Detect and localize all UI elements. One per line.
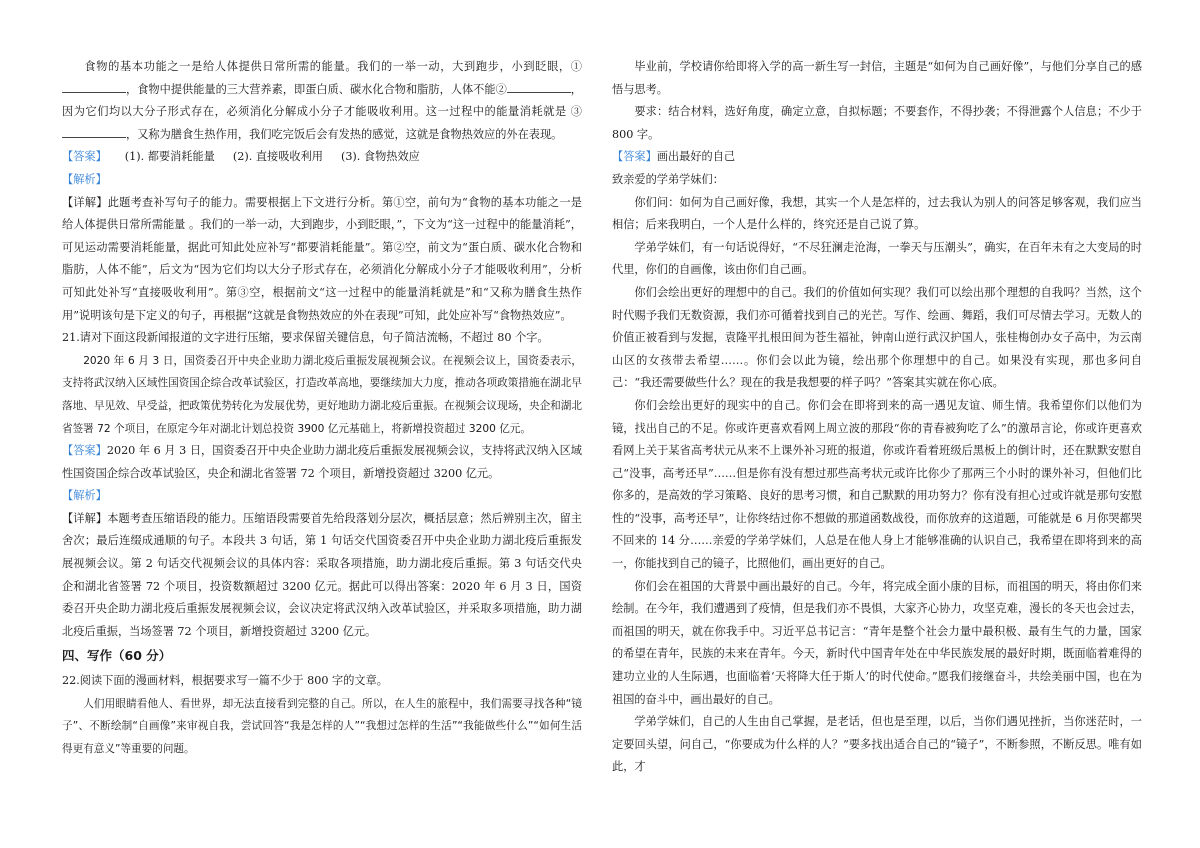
q22-text: 22.阅读下面的漫画材料，根据要求写一篇不少于 800 字的文章。: [62, 674, 388, 688]
left-column: [62, 56, 582, 760]
q21-detail: 【详解】本题考查压缩语段的能力。压缩语段需要首先给段落划分层次，概括层意；然后辨别主次，留主舍次；最后连缀成通顺的句子。本段共 3 句话，第 1 句话交代国资委召开中央企业助力湖北疫后重振发展视频会议。第 2 句话交代视频会议的具体内容：采取各项措施，助力湖北疫后重振。第 3 句话交代央企和湖北省签署 72 个项目，投资数额超过 3200 亿元。据此可以得出答案：2020 年 6 月 3 日，国资委召开央企助力湖北疫后重振发展视频会议，会议决定将武汉纳入改革试验区，并采取多项措施，助力湖北疫后重振，当场签署 72 个项目，新增投资超过 3200 亿元。: [62, 511, 582, 638]
essay-salutation: 致亲爱的学弟学妹们：: [612, 172, 724, 186]
essay-paragraph: 学弟学妹们，自己的人生由自己掌握，是老话，但也是至理，以后，当你们遇见挫折，当你迷茫时，一定要回头望，问自己，“你要成为什么样的人？”要多找出适合自己的“镜子”，不断参照，不断反思。唯有如此，才: [612, 715, 1142, 774]
q21-analysis-label: 【解析】: [62, 489, 107, 503]
q20-answer: 【答案】 (1). 都要消耗能量 (2). 直接吸收利用 (3). 食物热效应: [62, 150, 420, 164]
right-column: [612, 56, 1142, 779]
answer-blank-3[interactable]: [62, 124, 126, 138]
essay-paragraph: 你们问：如何为自己画好像，我想，其实一个人是怎样的，过去我认为别人的问答足够客观，我们应当相信；后来我明白，一个人是什么样的，终究还是自己说了算。: [612, 195, 1142, 232]
q21-answer: 【答案】2020 年 6 月 3 日，国资委召开中央企业助力湖北疫后重振发展视频会议，支持将武汉纳入区域性国资国企综合改革试验区，央企和湖北省签署 72 个项目，新增投资超过 3200 亿元。: [62, 444, 582, 480]
answer-blank-1[interactable]: [62, 79, 126, 93]
essay-paragraph: 你们会绘出更好的理想中的自己。我们的价值如何实现？我们可以绘出那个理想的自我吗？当然，这个时代赐予我们无数资源，我们亦可循着找到自己的光芒。写作、绘画、舞蹈，我们可尽情去学习。无数人的价值正被看到与发掘，袁隆平扎根田间为苍生福祉，钟南山逆行武汉护国人，张桂梅创办女子高中，为云南山区的女孩带去希望……。你们会以此为镜，绘出那个你理想中的自己。如果没有实现，那也多问自己：“我还需要做些什么？现在的我是我想要的样子吗？”答案其实就在你心底。: [612, 285, 1142, 390]
q22-task: 毕业前，学校请你给即将入学的高一新生写一封信，主题是“如何为自己画好像”，与他们分享自己的感悟与思考。: [612, 60, 1142, 96]
q20-paragraph: 食物的基本功能之一是给人体提供日常所需的能量。我们的一举一动，大到跑步，小到眨眼，①，食物中提供能量的三大营养素，即蛋白质、碳水化合物和脂肪，人体不能② ，因为它们均以大分子形式存在，必须消化分解成小分子才能吸收利用。这一过程中的能量消耗就是 ③，又称为膳食生热作用，我们吃完饭后会有发热的感觉，这就是食物热效应的外在表现。: [62, 60, 582, 141]
section-writing-title: 四、写作（60 分）: [62, 648, 172, 664]
answer-blank-2[interactable]: [507, 79, 571, 93]
q22-answer-title: 【答案】画出最好的自己: [612, 150, 736, 164]
essay-paragraph: 你们会绘出更好的现实中的自己。你们会在即将到来的高一遇见友谊、师生情。我希望你们以他们为镜，找出自己的不足。你或许更喜欢看网上周立波的那段“你的青春被狗吃了么”的激昂言论，你或许更喜欢看网上关于某省高考状元从来不上课外补习班的报道，你或许看着班级后黑板上的倒计时，还在默默安慰自己“没事，高考还早”……但是你有没有想过那些高考状元或许比你少了那两三个小时的课外补习，但他们比你多的，是高效的学习策略、良好的思考习惯，和自己默默的用功努力？你有没有担心过或许就是那句安慰性的“没事，高考还早”，让你终结过你不想做的那道函数战役，而你放弃的这道题，可能就是 6 月你哭都哭不回来的 14 分……亲爱的学弟学妹们，人总是在他人身上才能够准确的认识自己，我希望在即将到来的高一，你能找到自己的镜子，比照他们，画出更好的自己。: [612, 398, 1142, 571]
q22-quote: 人们用眼睛看他人、看世界，却无法直接看到完整的自己。所以，在人生的旅程中，我们需要寻找各种“镜子”、不断绘制“自画像”来审视自我，尝试回答“我是怎样的人”“我想过怎样的生活”“我能做些什么”“如何生活得更有意义”等重要的问题。: [62, 697, 582, 755]
q21-text: 21.请对下面这段新闻报道的文字进行压缩，要求保留关键信息，句子简洁流畅，不超过 80 个字。: [62, 331, 549, 345]
q20-analysis-label: 【解析】: [62, 172, 107, 186]
q22-requirements: 要求：结合材料，选好角度，确定立意，自拟标题；不要套作，不得抄袭；不得泄露个人信息；不少于 800 字。: [612, 105, 1142, 141]
essay-paragraph: 你们会在祖国的大背景中画出最好的自己。今年，将完成全面小康的目标，而祖国的明天，将由你们来绘制。在今年，我们遭遇到了疫情，但是我们亦不畏惧，大家齐心协力，攻坚克难，漫长的冬天也会过去，而祖国的明天，就在你我手中。习近平总书记言：“青年是整个社会力量中最积极、最有生气的力量，国家的希望在青年，民族的未来在青年。今天，新时代中国青年处在中华民族发展的最好时期，既面临着难得的建功立业的人生际遇，也面临着‘天将降大任于斯人’的时代使命。”愿我们接继奋斗，共绘美丽中国，也在为祖国的奋斗中，画出最好的自己。: [612, 579, 1142, 706]
essay-paragraph: 学弟学妹们，有一句话说得好，“不尽狂澜走沧海，一拳天与压潮头”，确实，在百年未有之大变局的时代里，你们的自画像，该由你们自己画。: [612, 240, 1142, 277]
q21-quote: 2020 年 6 月 3 日，国资委召开中央企业助力湖北疫后重振发展视频会议。在视频会议上，国资委表示，支持将武汉纳入区域性国资国企综合改革试验区，打造改革高地，要继续加大力度，推动各项政策措施在湖北早落地、早见效、早受益，把政策优势转化为发展优势，更好地助力湖北疫后重振。在视频会议现场，央企和湖北省签署 72 个项目，在原定今年对湖北计划总投资 3900 亿元基础上，将新增投资超过 3200 亿元。: [62, 354, 582, 435]
q20-detail: 【详解】此题考查补写句子的能力。需要根据上下文进行分析。第①空，前句为“食物的基本功能之一是给人体提供日常所需能量 。我们的一举一动，大到跑步，小到眨眼，”，下文为“这一过程中的能量消耗”，可见运动需要消耗能量，据此可知此处应补写“都要消耗能量”。第②空，前文为“蛋白质、碳水化合物和脂肪，人体不能”，后文为“因为它们均以大分子形式存在，必须消化分解成小分子才能吸收利用”，分析可知此处补写“直接吸收利用”。第③空，根据前文“这一过程中的能量消耗就是”和“又称为膳食生热作用”说明该句是下定义的句子，再根据“这就是食物热效应的外在表现”可知，此处应补写“食物热效应”。: [62, 195, 582, 322]
